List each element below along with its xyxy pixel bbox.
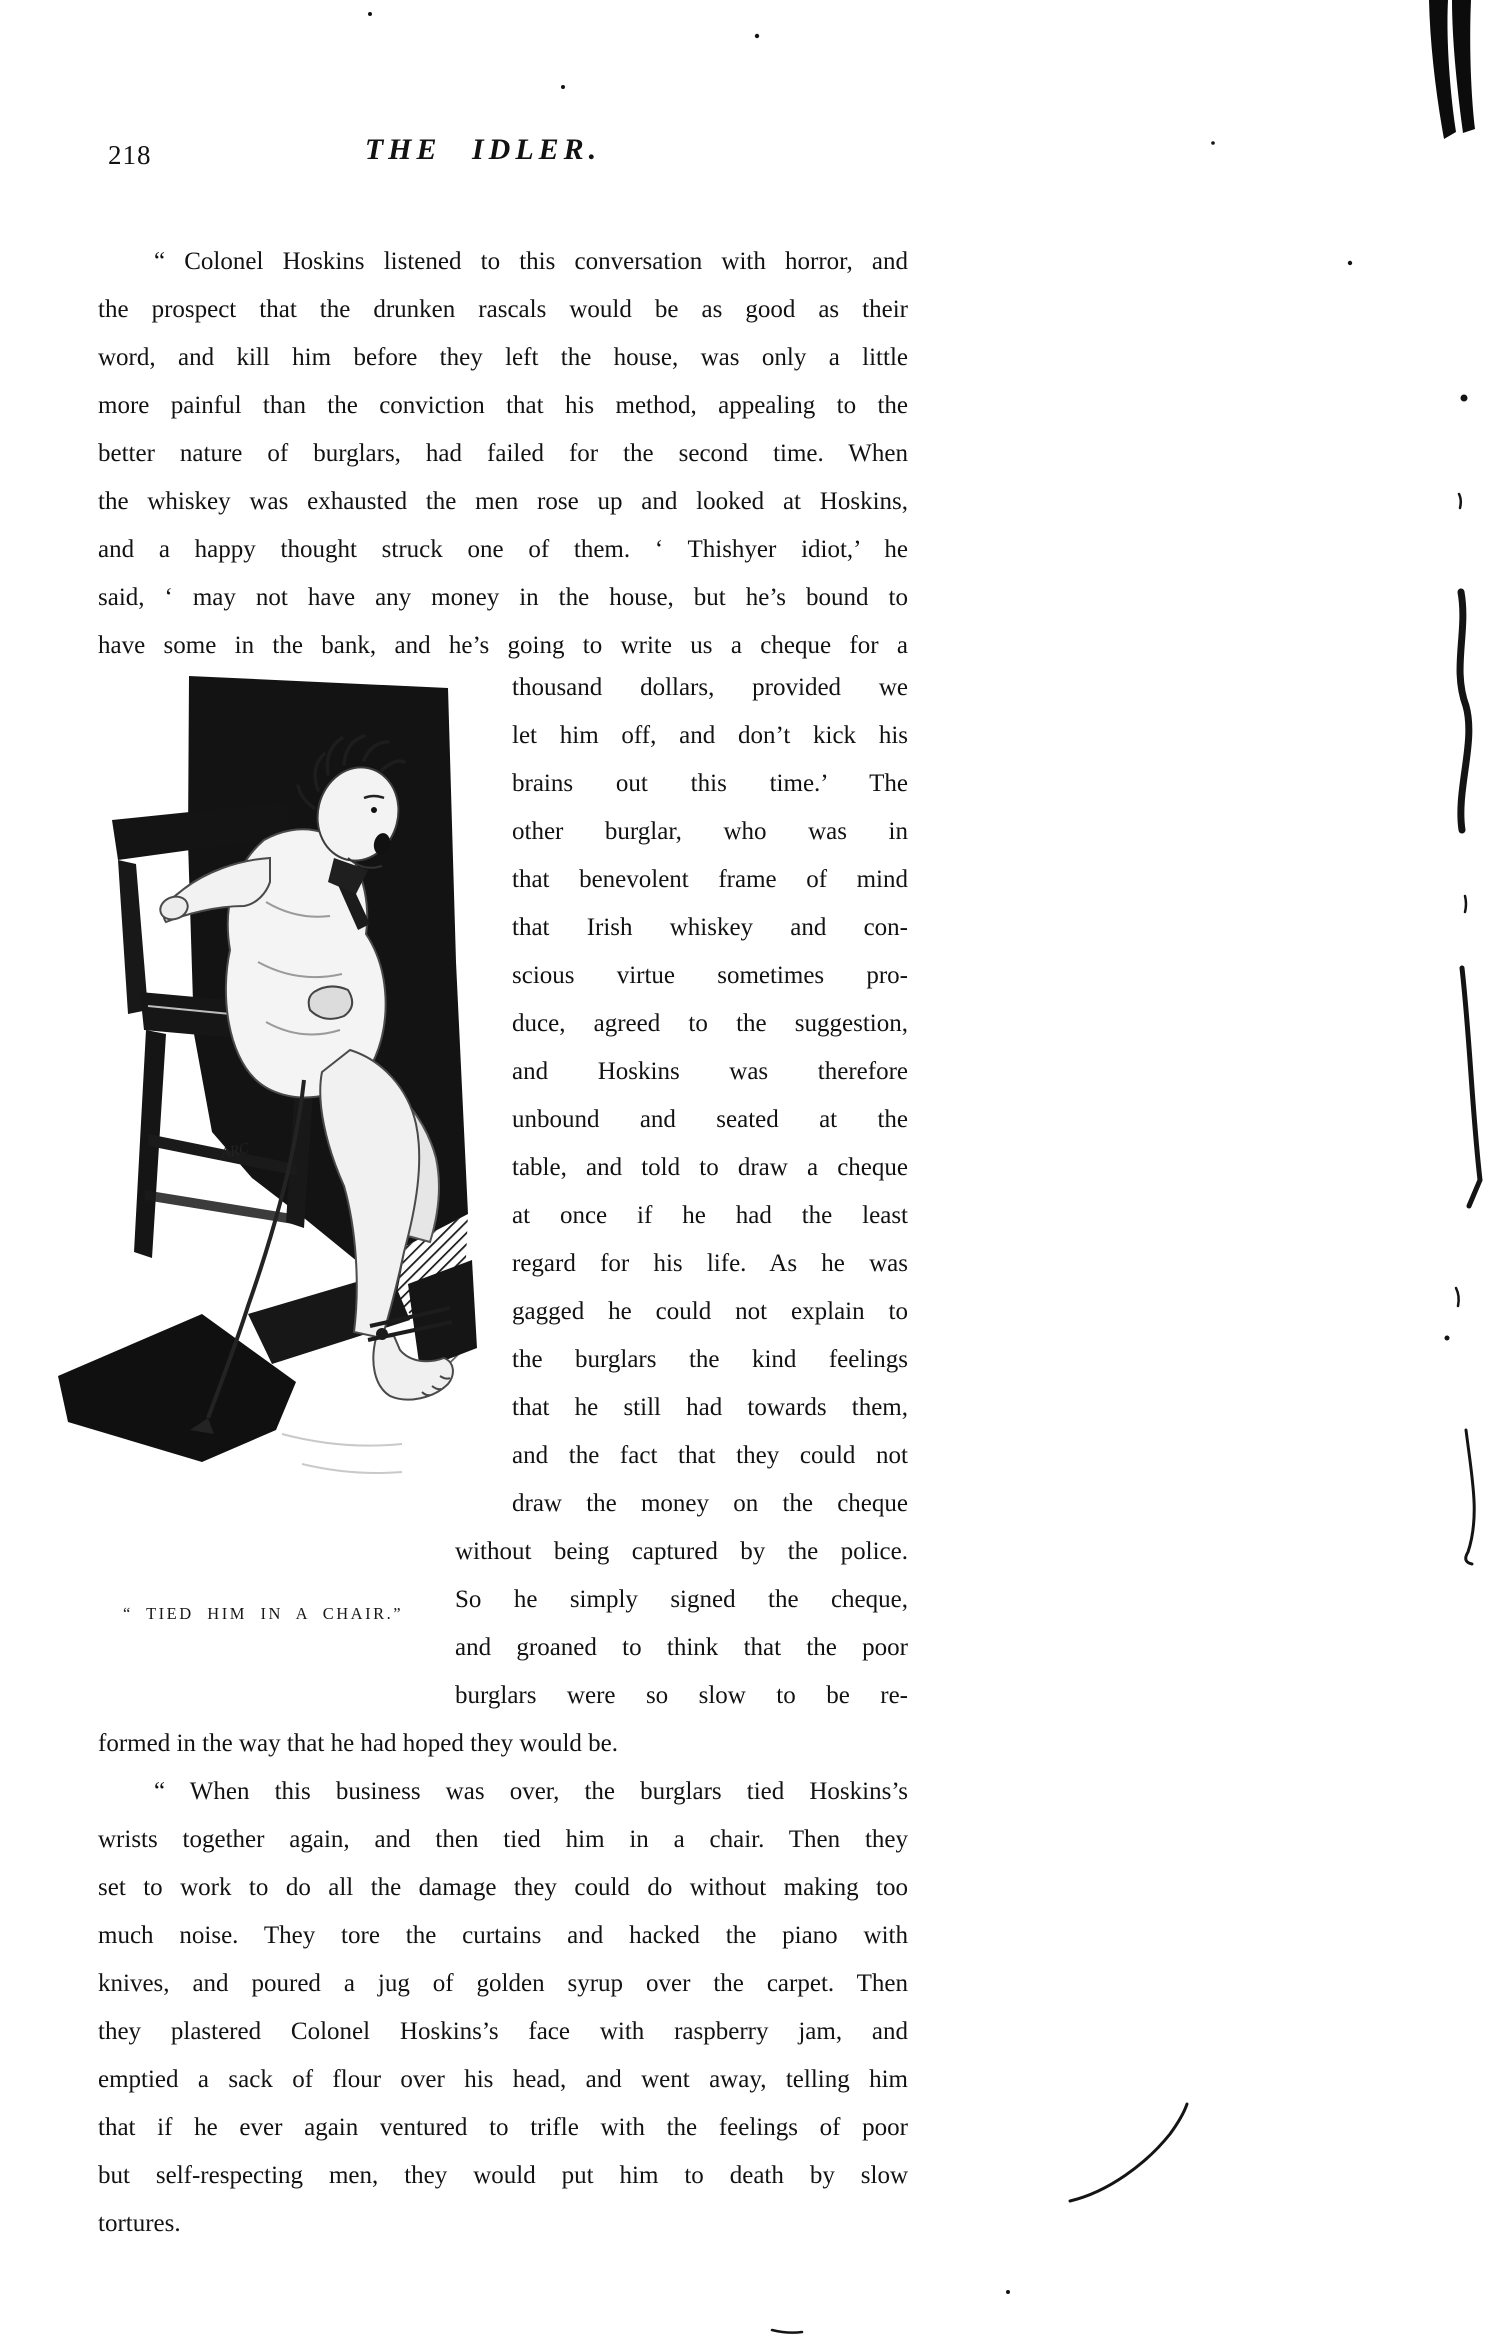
- text-line: said, ‘ may not have any money in the house, but he’s bound to: [98, 584, 908, 611]
- text-line: other burglar, who was in: [512, 818, 908, 845]
- story-paragraph-2: [98, 1768, 908, 2200]
- text-line: let him off, and don’t kick his: [512, 722, 908, 749]
- text-line: set to work to do all the damage they could do without making too: [98, 1874, 908, 1901]
- artist-monogram: ARC: [219, 1140, 251, 1162]
- text-line: that Irish whiskey and con-: [512, 914, 908, 941]
- text-line: scious virtue sometimes pro-: [512, 962, 908, 989]
- text-line: and groaned to think that the poor: [455, 1634, 908, 1661]
- text-line: draw the money on the cheque: [512, 1490, 908, 1517]
- story-paragraph-1-wrapped: [512, 664, 908, 1528]
- text-line: burglars were so slow to be re-: [455, 1682, 908, 1709]
- page-number: 218: [108, 140, 152, 170]
- story-paragraph-1-closing-line: formed in the way that he had hoped they would be.: [98, 1730, 618, 1757]
- text-line: So he simply signed the cheque,: [455, 1586, 908, 1613]
- text-line: much noise. They tore the curtains and hacked the piano with: [98, 1922, 908, 1949]
- text-line: that he still had towards them,: [512, 1394, 908, 1421]
- text-line: gagged he could not explain to: [512, 1298, 908, 1325]
- text-line: have some in the bank, and he’s going to write us a cheque for a: [98, 632, 908, 659]
- text-line: thousand dollars, provided we: [512, 674, 908, 701]
- text-line: and Hoskins was therefore: [512, 1058, 908, 1085]
- text-line: the whiskey was exhausted the men rose up and looked at Hoskins,: [98, 488, 908, 515]
- text-line: “ When this business was over, the burglars tied Hoskins’s: [154, 1778, 908, 1805]
- text-line: duce, agreed to the suggestion,: [512, 1010, 908, 1037]
- text-line: regard for his life. As he was: [512, 1250, 908, 1277]
- text-line: but self-respecting men, they would put him to death by slow: [98, 2162, 908, 2189]
- text-line: that benevolent frame of mind: [512, 866, 908, 893]
- text-line: emptied a sack of flour over his head, and went away, telling him: [98, 2066, 908, 2093]
- story-paragraph-1-widened: [455, 1528, 908, 1720]
- story-paragraph-2-closing-line: tortures.: [98, 2210, 181, 2237]
- text-line: the burglars the kind feelings: [512, 1346, 908, 1373]
- text-line: brains out this time.’ The: [512, 770, 908, 797]
- text-line: wrists together again, and then tied him in a chair. Then they: [98, 1826, 908, 1853]
- text-line: they plastered Colonel Hoskins’s face with raspberry jam, and: [98, 2018, 908, 2045]
- text-line: and the fact that they could not: [512, 1442, 908, 1469]
- text-line: and a happy thought struck one of them. ‘ Thishyer idiot,’ he: [98, 536, 908, 563]
- text-line: knives, and poured a jug of golden syrup over the carpet. Then: [98, 1970, 908, 1997]
- text-line: more painful than the conviction that his method, appealing to the: [98, 392, 908, 419]
- text-line: unbound and seated at the: [512, 1106, 908, 1133]
- illustration-caption: “ TIED HIM IN A CHAIR.”: [122, 1604, 404, 1623]
- text-line: the prospect that the drunken rascals would be as good as their: [98, 296, 908, 323]
- text-line: word, and kill him before they left the house, was only a little: [98, 344, 908, 371]
- text-line: “ Colonel Hoskins listened to this conversation with horror, and: [154, 248, 908, 275]
- journal-title: THE IDLER.: [364, 133, 602, 166]
- text-line: that if he ever again ventured to trifle with the feelings of poor: [98, 2114, 908, 2141]
- text-line: without being captured by the police.: [455, 1538, 908, 1565]
- text-line: at once if he had the least: [512, 1202, 908, 1229]
- story-paragraph-1: [98, 238, 908, 670]
- text-line: better nature of burglars, had failed for the second time. When: [98, 440, 908, 467]
- illustration-tied-in-chair: [52, 662, 477, 1607]
- text-line: table, and told to draw a cheque: [512, 1154, 908, 1181]
